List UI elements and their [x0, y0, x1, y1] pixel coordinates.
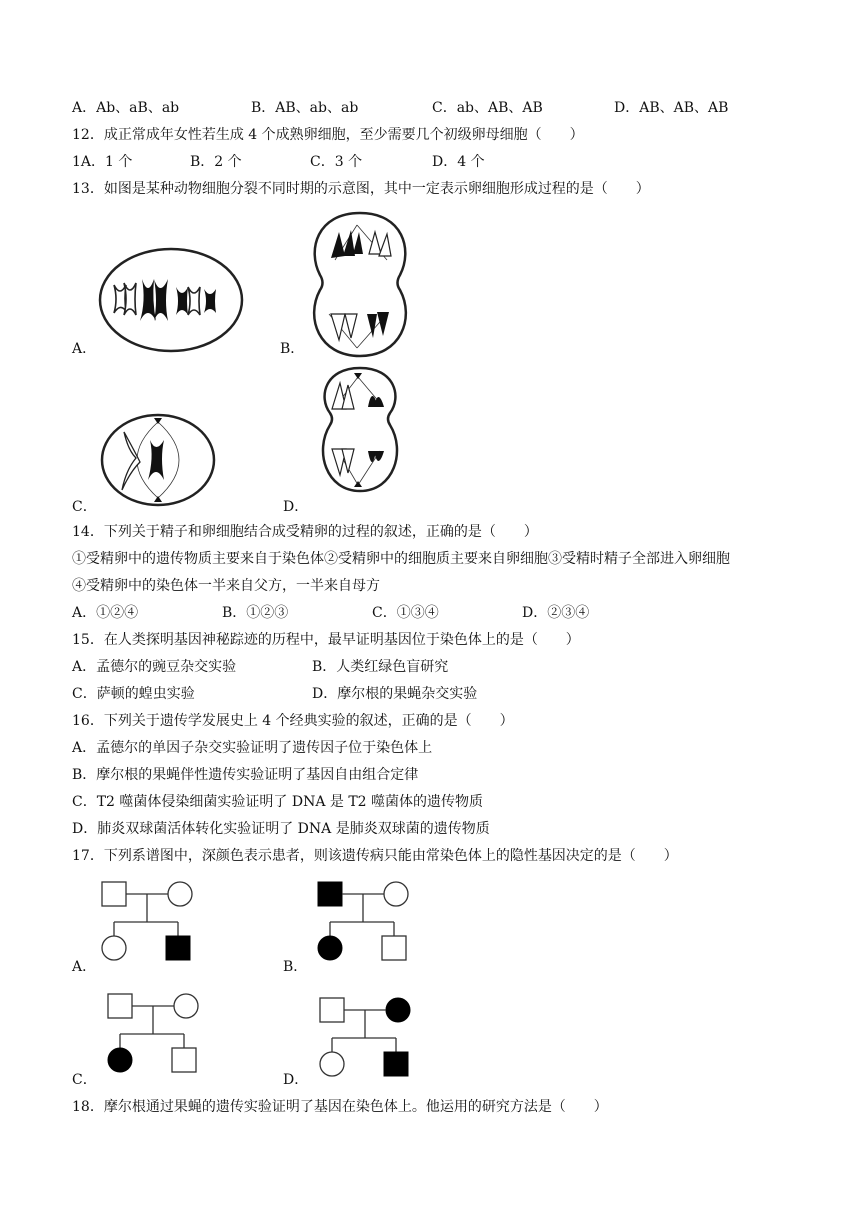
q17-stem: 17．下列系谱图中，深颜色表示患者，则该遗传病只能由常染色体上的隐性基因决定的是（ ）: [72, 848, 678, 864]
q12-option-d: D．4 个: [432, 154, 485, 170]
cell-diagram-c: [96, 410, 216, 510]
q11-option-d: D．AB、AB、AB: [614, 100, 729, 116]
cell-diagram-a: [96, 245, 246, 355]
q13-label-c: C．: [72, 499, 97, 515]
q11-option-b: B．AB、ab、ab: [251, 100, 359, 116]
q16-option-c: C．T2 噬菌体侵染细菌实验证明了 DNA 是 T2 噬菌体的遗传物质: [72, 794, 484, 810]
q15-stem: 15．在人类探明基因神秘踪迹的历程中，最早证明基因位于染色体上的是（ ）: [72, 632, 580, 648]
q15-option-c: C．萨顿的蝗虫实验: [72, 686, 195, 702]
q14-statement-2: ④受精卵中的染色体一半来自父方，一半来自母方: [72, 578, 380, 594]
q17-label-c: C．: [72, 1072, 97, 1088]
q13-stem: 13．如图是某种动物细胞分裂不同时期的示意图，其中一定表示卵细胞形成过程的是（ ）: [72, 181, 650, 197]
q12-option-a: 1A．1 个: [72, 154, 133, 170]
q14-option-c: C．①③④: [372, 605, 439, 621]
q16-option-d: D．肺炎双球菌活体转化实验证明了 DNA 是肺炎双球菌的遗传物质: [72, 821, 490, 837]
pedigree-d: [318, 996, 418, 1086]
q14-option-b: B．①②③: [222, 605, 289, 621]
q17-label-d: D．: [283, 1072, 309, 1088]
q15-option-d: D．摩尔根的果蝇杂交实验: [312, 686, 478, 702]
cell-diagram-b: [305, 210, 415, 360]
q12-option-b: B．2 个: [190, 154, 242, 170]
q16-option-a: A．孟德尔的单因子杂交实验证明了遗传因子位于染色体上: [72, 740, 433, 756]
pedigree-c: [106, 992, 206, 1082]
q16-stem: 16．下列关于遗传学发展史上 4 个经典实验的叙述，正确的是（ ）: [72, 713, 514, 729]
q11-option-c: C．ab、AB、AB: [432, 100, 543, 116]
q16-option-b: B．摩尔根的果蝇伴性遗传实验证明了基因自由组合定律: [72, 767, 419, 783]
q15-option-a: A．孟德尔的豌豆杂交实验: [72, 659, 237, 675]
q17-label-b: B．: [283, 959, 308, 975]
q11-option-a: A．Ab、aB、ab: [72, 100, 180, 116]
pedigree-a: [100, 880, 200, 970]
q12-option-c: C．3 个: [310, 154, 363, 170]
q18-stem: 18．摩尔根通过果蝇的遗传实验证明了基因在染色体上。他运用的研究方法是（ ）: [72, 1099, 608, 1115]
q13-label-a: A．: [72, 341, 97, 357]
q13-label-b: B．: [280, 341, 305, 357]
q17-label-a: A．: [72, 959, 97, 975]
q15-option-b: B．人类红绿色盲研究: [312, 659, 449, 675]
q14-option-a: A．①②④: [72, 605, 139, 621]
q14-statement-1: ①受精卵中的遗传物质主要来自于染色体②受精卵中的细胞质主要来自卵细胞③受精时精子全部进入卵细胞: [72, 551, 730, 567]
q13-label-d: D．: [283, 499, 309, 515]
q12-stem: 12．成正常成年女性若生成 4 个成熟卵细胞，至少需要几个初级卵母细胞（ ）: [72, 127, 584, 143]
pedigree-b: [316, 880, 416, 970]
q14-stem: 14．下列关于精子和卵细胞结合成受精卵的过程的叙述，正确的是（ ）: [72, 524, 538, 540]
q14-option-d: D．②③④: [522, 605, 590, 621]
cell-diagram-d: [310, 365, 410, 495]
